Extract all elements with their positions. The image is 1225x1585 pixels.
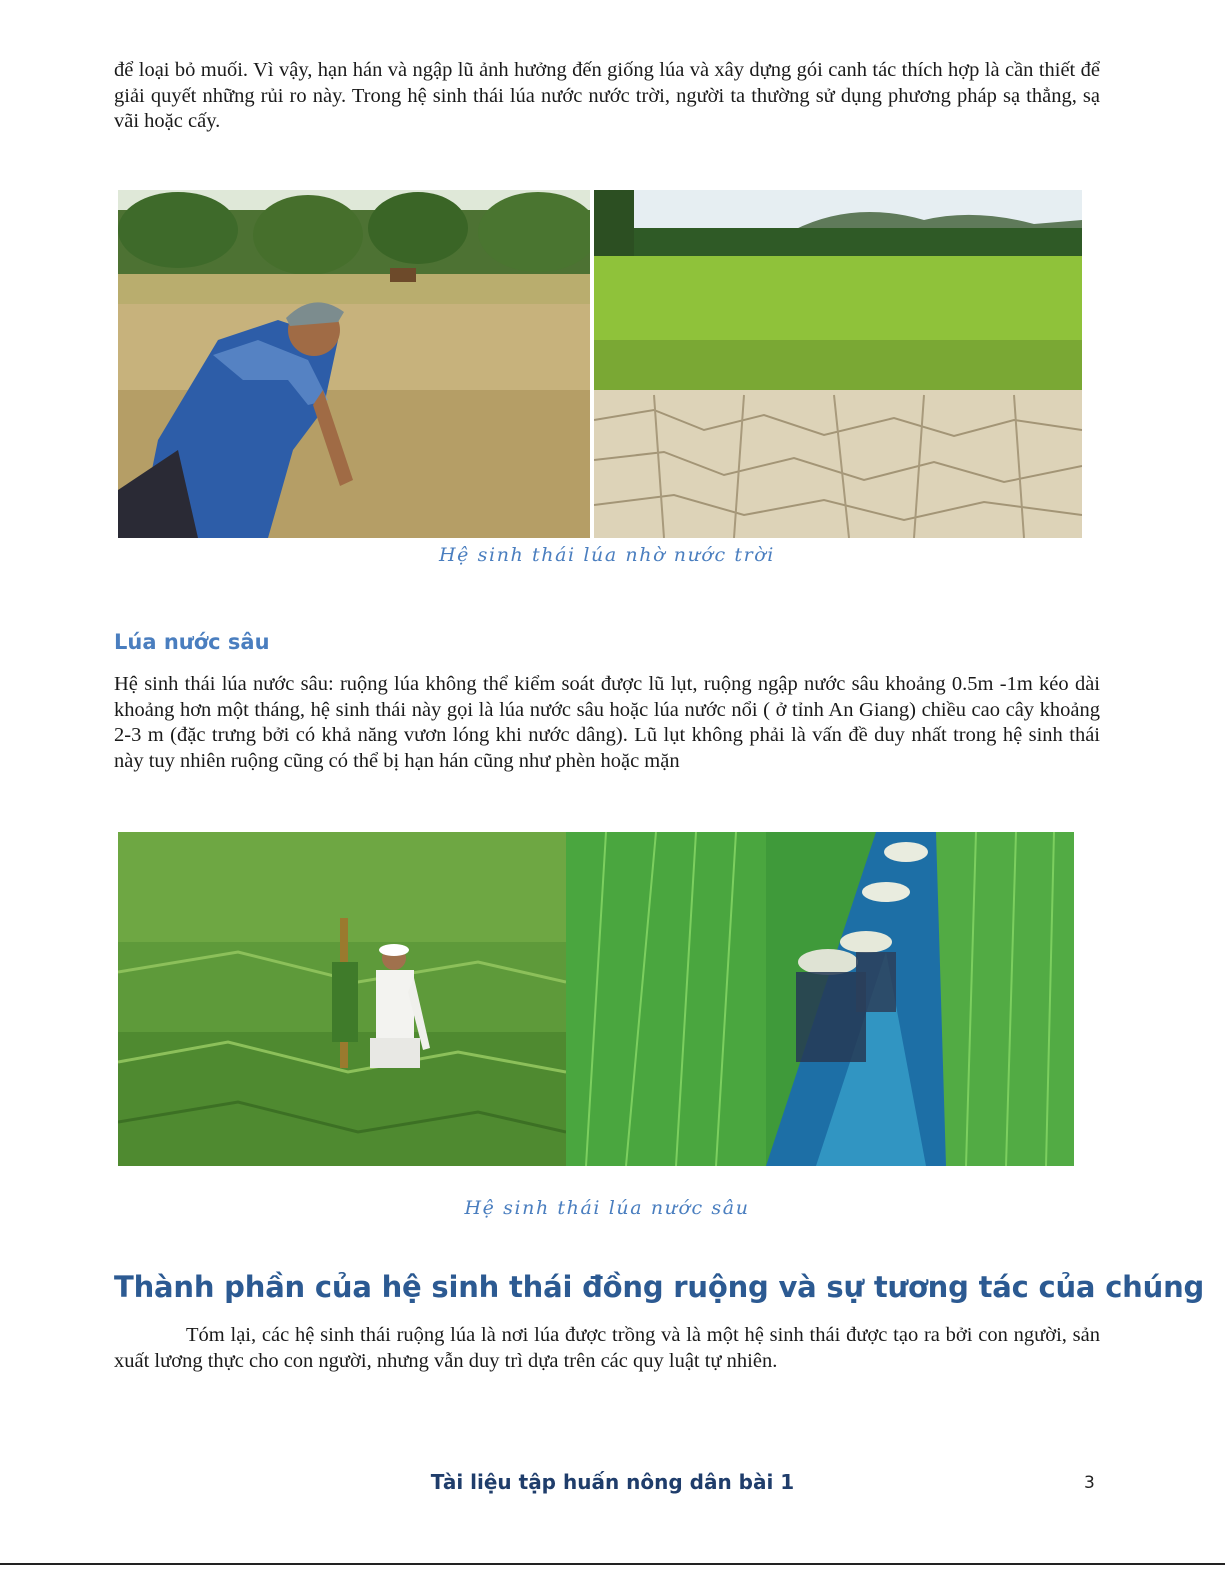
lodged-deep-water-rice-photo — [118, 832, 566, 1166]
deep-water-paragraph: Hệ sinh thái lúa nước sâu: ruộng lúa không thể kiểm soát được lũ lụt, ruộng ngập nước sâu khoảng 0.5m -1m kéo dài khoảng hơn một tháng, hệ sinh thái này gọi là lúa nước sâu hoặc lúa nước nổi ( ở tỉnh An Giang) chiều cao cây khoảng 2-3 m (đặc trưng bởi có khả năng vươn lóng khi nước dâng). Lũ lụt không phải là vấn đề duy nhất trong hệ sinh thái này tuy nhiên ruộng cũng có thể bị hạn hán cũng như phèn hoặc mặn — [114, 673, 1100, 772]
caption-deep-water: Hệ sinh thái lúa nước sâu — [464, 1197, 750, 1219]
bottom-divider — [0, 1563, 1225, 1565]
summary-paragraph: Tóm lại, các hệ sinh thái ruộng lúa là nơi lúa được trồng và là một hệ sinh thái được tạo ra bởi con người, sản xuất lương thực cho con người, nhưng vẫn duy trì dựa trên các quy luật tự nhiên. — [114, 1324, 1100, 1372]
caption-rainfed: Hệ sinh thái lúa nhờ nước trời — [439, 544, 775, 566]
footer-document-title: Tài liệu tập huấn nông dân bài 1 — [430, 1470, 795, 1494]
intro-paragraph: để loại bỏ muối. Vì vậy, hạn hán và ngập lũ ảnh hưởng đến giống lúa và xây dựng gói canh tác thích hợp là cần thiết để giải quyết những rủi ro này. Trong hệ sinh thái lúa nước nước trời, người ta thường sử dụng phương pháp sạ thẳng, sạ vãi hoặc cấy. — [114, 59, 1100, 132]
page-number: 3 — [1084, 1473, 1095, 1493]
section-heading-components: Thành phần của hệ sinh thái đồng ruộng và sự tương tác của chúng — [114, 1270, 1205, 1304]
farmer-dry-field-photo — [118, 190, 590, 538]
cracked-soil-field-photo — [594, 190, 1082, 538]
farmers-tall-rice-photo — [566, 832, 1074, 1166]
subheading-deep-water-rice: Lúa nước sâu — [114, 630, 270, 654]
